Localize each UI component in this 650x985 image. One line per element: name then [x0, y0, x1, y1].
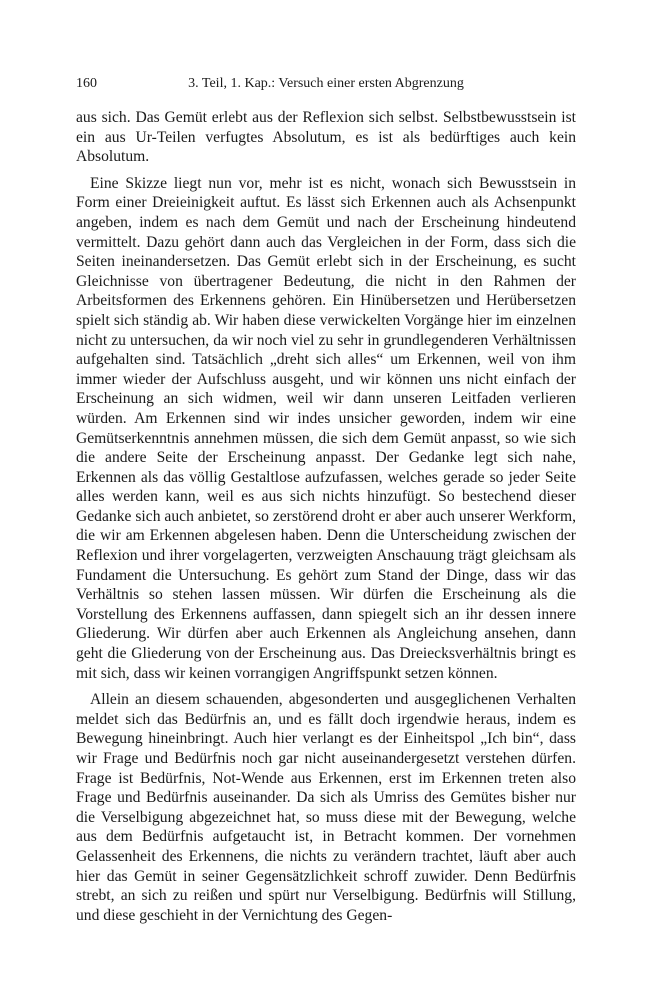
book-page — [76, 74, 576, 925]
paragraph: Eine Skizze liegt nun vor, mehr ist es nicht, wonach sich Bewusstsein in Form einer Dreieinigkeit auftut. Es lässt sich Erkennen auch als Achsenpunkt angeben, indem es nach dem Gemüt und nach der Erscheinung hindeutend vermittelt. Dazu gehört dann auch das Vergleichen in der Form, dass sich die Seiten ineinandersetzen. Das Gemüt erlebt sich in der Erscheinung, es sucht Gleichnisse von übertragener Bedeutung, die nicht in den Rahmen der Arbeitsformen des Erkennens gehören. Ein Hinübersetzen und Herübersetzen spielt sich ständig ab. Wir haben diese verwickelten Vorgänge hier im einzelnen nicht zu untersuchen, da wir noch viel zu sehr in grundlegenderen Verhältnissen aufgehalten sind. Tatsächlich „dreht sich alles“ um Erkennen, weil von ihm immer wieder der Aufschluss ausgeht, und wir können uns nicht einfach der Erscheinung an sich widmen, weil wir dann unseren Leitfaden verlieren würden. Am Erkennen sind wir indes unsicher geworden, indem wir eine Gemütserkenntnis annehmen müssen, die sich dem Gemüt anpasst, so wie sich die andere Seite der Erscheinung anpasst. Der Gedanke legt sich nahe, Erkennen als das völlig Gestaltlose aufzufassen, welches gerade so jeder Seite alles werden kann, weil es aus sich nichts hinzufügt. So bestechend dieser Gedanke sich auch anbietet, so zerstörend droht er aber auch unserer Werkform, die wir am Erkennen abgelesen haben. Denn die Unterscheidung zwischen der Reflexion und ihrer vorgelagerten, verzweigten Anschauung trägt gleichsam als Fundament die Untersuchung. Es gehört zum Stand der Dinge, dass wir das Verhältnis so stehen lassen müssen. Wir dürfen die Erscheinung als die Vorstellung des Erkennens auffassen, dann spiegelt sich an ihr dessen innere Gliederung. Wir dürfen aber auch Erkennen als Angleichung ansehen, dann geht die Gliederung von der Erscheinung aus. Das Dreiecksverhältnis bringt es mit sich, dass wir keinen vorrangigen Angriffspunkt setzen können. — [76, 174, 576, 682]
body-text — [76, 108, 576, 925]
running-title: 3. Teil, 1. Kap.: Versuch einer ersten Abgrenzung — [188, 76, 464, 91]
paragraph: Allein an diesem schauenden, abgesonderten und ausgeglichenen Verhalten meldet sich das Bedürfnis an, und es fällt doch irgendwie heraus, indem es Bewegung hineinbringt. Auch hier verlangt es der Einheitspol „Ich bin“, dass wir Frage und Bedürfnis noch gar nicht auseinandergesetzt verstehen dürfen. Frage ist Bedürfnis, Not-Wende aus Erkennen, erst im Erkennen treten also Frage und Bedürfnis auseinander. Da sich als Umriss des Gemütes bisher nur die Verselbigung abgezeichnet hat, so muss diese mit der Bewegung, welche aus dem Bedürfnis aufgetaucht ist, in Betracht kommen. Der vornehmen Gelassenheit des Erkennens, die nichts zu verändern trachtet, läuft aber auch hier das Gemüt in seiner Gegensätzlichkeit schroff zuwider. Denn Bedürfnis strebt, an sich zu reißen und spürt nur Verselbigung. Bedürfnis will Stillung, und diese geschieht in der Vernichtung des Gegen- — [76, 691, 576, 924]
paragraph-continued: aus sich. Das Gemüt erlebt aus der Reflexion sich selbst. Selbstbewusstsein ist ein aus Ur-Teilen verfugtes Absolutum, es ist als bedürftiges auch kein Absolutum. — [76, 109, 576, 166]
running-header — [76, 74, 576, 94]
page-number: 160 — [76, 76, 97, 91]
